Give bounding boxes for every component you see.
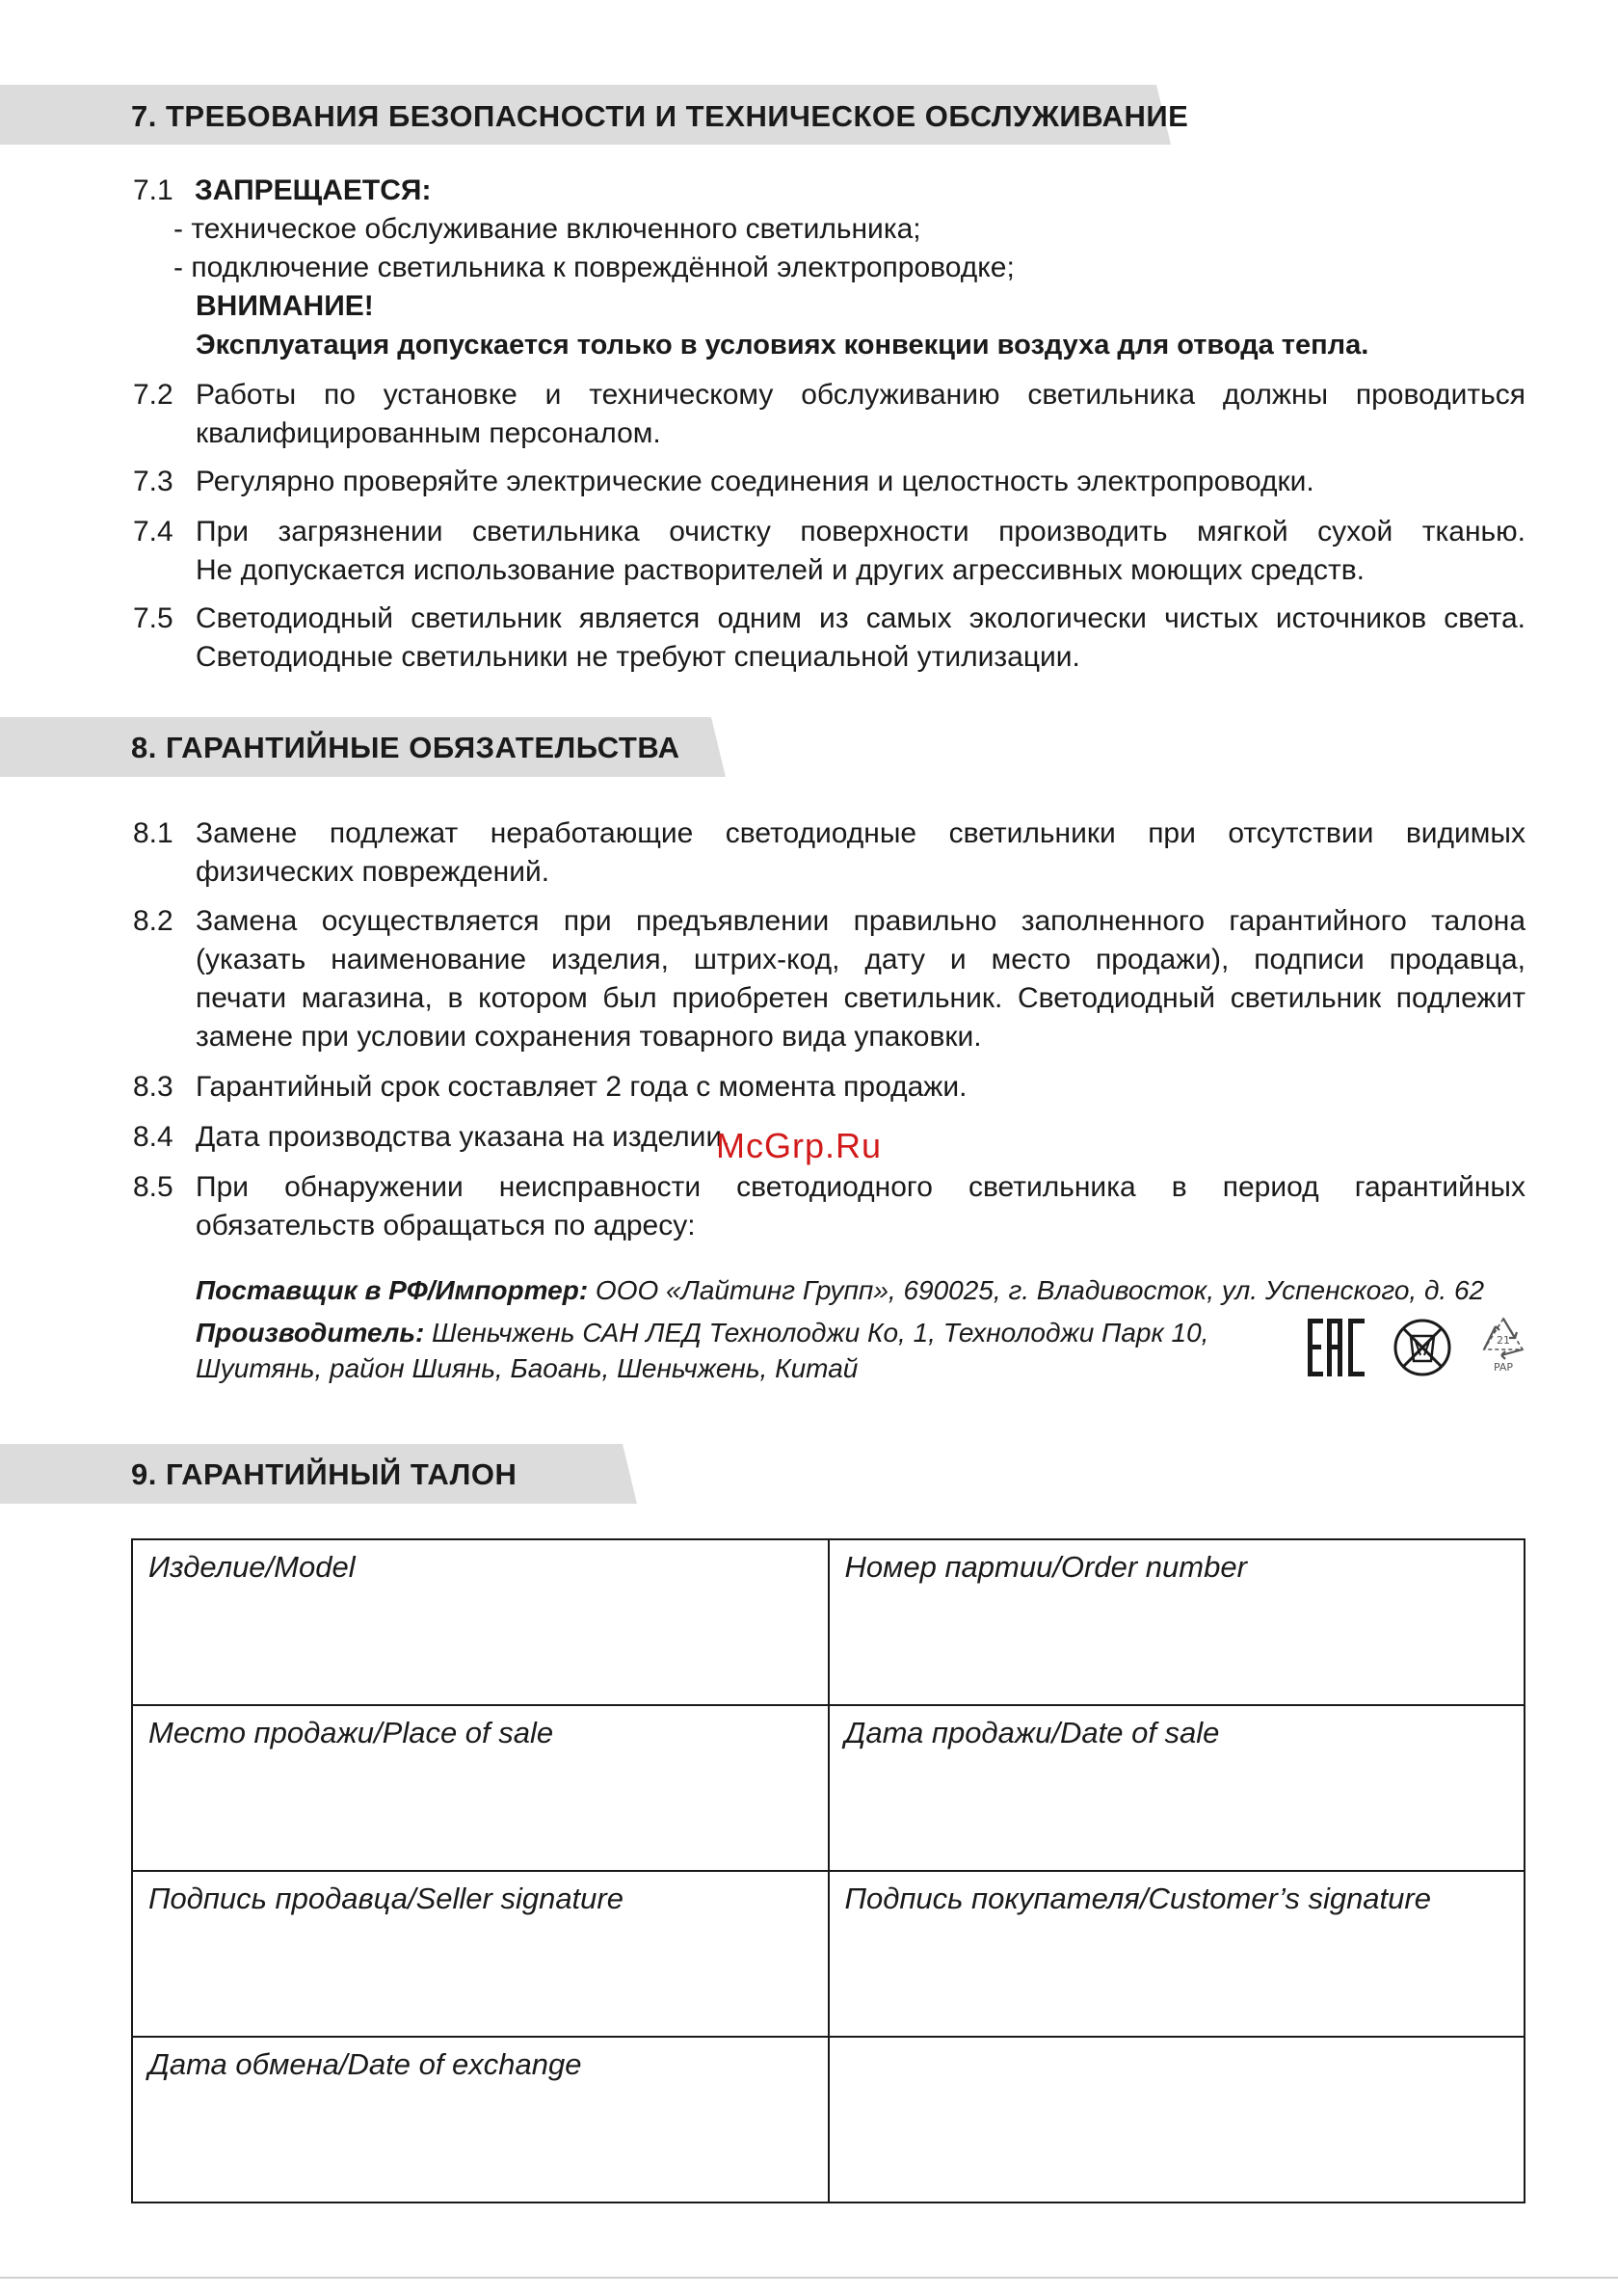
item-8-4-text: Дата производства указана на изделии. [196, 1121, 730, 1153]
item-8-5-line-2: обязательств обращаться по адресу: [196, 1210, 696, 1241]
cell-empty[interactable] [829, 2037, 1525, 2203]
cell-customer-signature[interactable]: Подпись покупателя/Customer’s signature [829, 1871, 1525, 2037]
item-7-5-line-2: Светодиодные светильники не требуют специальной утилизации. [196, 641, 1080, 673]
table-row [132, 1539, 1525, 1705]
cell-model[interactable]: Изделие/Model [132, 1539, 829, 1705]
item-7-4-line-2: Не допускается использование растворителей и других агрессивных моющих средств. [196, 554, 1365, 586]
table-row [132, 2037, 1525, 2203]
item-7-2-line-2: квалифицированным персоналом. [196, 417, 661, 449]
item-7-5-line-1: Светодиодный светильник является одним из самых экологически чистых источников света. [196, 602, 1525, 634]
no-household-waste-icon [1392, 1317, 1453, 1383]
item-8-2-text [196, 902, 1525, 1056]
manufacturer-line [196, 1315, 1208, 1351]
item-7-4-text [196, 513, 1525, 590]
manufacturer-text: Шеньчжень САН ЛЕД Технолоджи Ко, 1, Технолоджи Парк 10, [424, 1318, 1209, 1348]
pap-number: 21 [1497, 1334, 1510, 1347]
item-7-2-text [196, 376, 1525, 453]
eac-mark-icon [1308, 1319, 1367, 1381]
manufacturer-label: Производитель: [196, 1318, 425, 1348]
item-7-5-text [196, 600, 1525, 677]
item-7-5-number: 7.5 [133, 602, 173, 634]
attention-text: Эксплуатация допускается только в условиях конвекции воздуха для отвода тепла. [196, 330, 1369, 360]
item-7-2-number: 7.2 [133, 379, 173, 411]
bottom-divider [0, 2277, 1618, 2279]
section-9-title: 9. ГАРАНТИЙНЫЙ ТАЛОН [131, 1457, 517, 1491]
cell-date-of-sale[interactable]: Дата продажи/Date of sale [829, 1705, 1525, 1871]
item-7-3-text: Регулярно проверяйте электрические соединения и целостность электропроводки. [196, 466, 1314, 497]
item-8-3-text: Гарантийный срок составляет 2 года с момента продажи. [196, 1071, 968, 1103]
table-row [132, 1871, 1525, 2037]
item-8-5-number: 8.5 [133, 1171, 173, 1203]
supplier-label: Поставщик в РФ/Импортер: [196, 1275, 589, 1305]
item-8-2-line-3: печати магазина, в котором был приобретен светильник. Светодиодный светильник подлежит [196, 982, 1525, 1014]
item-8-4-number: 8.4 [133, 1121, 173, 1153]
item-7-1-number: 7.1 [133, 174, 173, 206]
manufacturer-line-2: Шуитянь, район Шиянь, Баоань, Шеньчжень, Китай [196, 1353, 859, 1383]
section-8-title: 8. ГАРАНТИЙНЫЕ ОБЯЗАТЕЛЬСТВА [131, 731, 680, 764]
cell-place-of-sale[interactable]: Место продажи/Place of sale [132, 1705, 829, 1871]
item-7-4-number: 7.4 [133, 516, 173, 547]
item-8-1-text [196, 814, 1525, 892]
item-8-2-line-4: замене при условии сохранения товарного вида упаковки. [196, 1021, 982, 1053]
cell-date-of-exchange[interactable]: Дата обмена/Date of exchange [132, 2037, 829, 2203]
cell-order-number[interactable]: Номер партии/Order number [829, 1539, 1525, 1705]
pap-label: PAP [1493, 1361, 1514, 1374]
item-7-4-line-1: При загрязнении светильника очистку поверхности производить мягкой сухой тканью. [196, 516, 1525, 547]
item-7-1-bullet-1: - техническое обслуживание включенного светильника; [173, 213, 921, 245]
item-7-1-bullet-2: - подключение светильника к повреждённой электропроводке; [173, 252, 1015, 283]
item-8-2-line-1: Замена осуществляется при предъявлении правильно заполненного гарантийного талона [196, 905, 1525, 937]
cell-seller-signature[interactable]: Подпись продавца/Seller signature [132, 1871, 829, 2037]
recycle-pap-icon [1474, 1313, 1532, 1381]
item-8-5-line-1: При обнаружении неисправности светодиодного светильника в период гарантийных [196, 1171, 1525, 1203]
item-8-2-number: 8.2 [133, 905, 173, 937]
item-7-2-line-1: Работы по установке и техническому обслуживанию светильника должны проводиться [196, 379, 1525, 411]
item-7-1-heading: ЗАПРЕЩАЕТСЯ: [195, 174, 432, 206]
item-8-5-text [196, 1168, 1525, 1245]
item-8-3-number: 8.3 [133, 1071, 173, 1103]
section-7-title: 7. ТРЕБОВАНИЯ БЕЗОПАСНОСТИ И ТЕХНИЧЕСКОЕ ОБСЛУЖИВАНИЕ [131, 99, 1189, 133]
item-8-1-line-2: физических повреждений. [196, 856, 550, 888]
item-8-1-number: 8.1 [133, 817, 173, 849]
watermark: McGrp.Ru [716, 1126, 883, 1165]
item-7-3-number: 7.3 [133, 466, 173, 497]
table-row [132, 1705, 1525, 1871]
item-8-2-line-2: (указать наименование изделия, штрих-код, дату и место продажи), подписи продавца, [196, 944, 1525, 975]
warranty-card-table [131, 1538, 1525, 2203]
supplier-text: ООО «Лайтинг Групп», 690025, г. Владивосток, ул. Успенского, д. 62 [588, 1275, 1485, 1305]
supplier-line [196, 1272, 1484, 1309]
attention-heading: ВНИМАНИЕ! [196, 290, 374, 322]
item-8-1-line-1: Замене подлежат неработающие светодиодные светильники при отсутствии видимых [196, 817, 1525, 849]
